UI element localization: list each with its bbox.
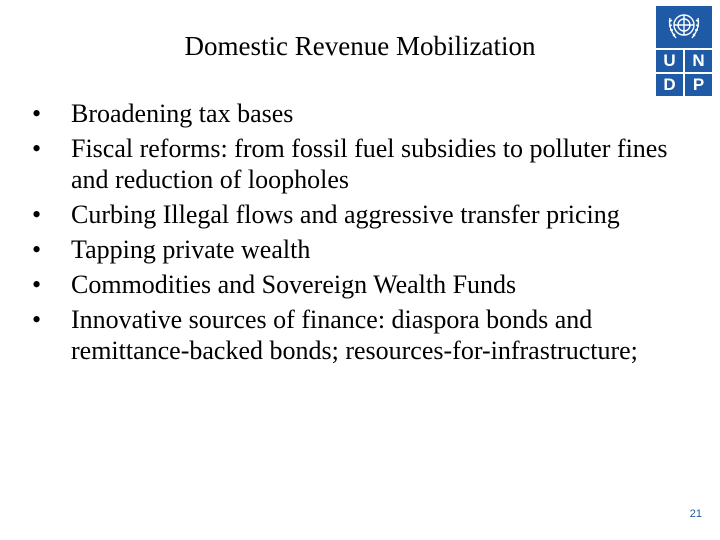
bullet-list bbox=[30, 98, 670, 370]
bullet-item bbox=[30, 304, 670, 366]
bullet-icon: • bbox=[32, 270, 42, 299]
undp-letters bbox=[656, 50, 712, 96]
bullet-item bbox=[30, 269, 670, 300]
bullet-text: Innovative sources of finance: diaspora bonds and remittance-backed bonds; resources-for-infrastructure; bbox=[71, 305, 638, 365]
bullet-item bbox=[30, 234, 670, 265]
bullet-item bbox=[30, 199, 670, 230]
bullet-text: Broadening tax bases bbox=[71, 99, 294, 128]
bullet-text: Commodities and Sovereign Wealth Funds bbox=[71, 270, 517, 299]
bullet-text: Curbing Illegal flows and aggressive transfer pricing bbox=[71, 200, 620, 229]
bullet-item bbox=[30, 133, 670, 195]
logo-letter: U bbox=[656, 50, 683, 72]
bullet-icon: • bbox=[32, 305, 42, 334]
bullet-text: Fiscal reforms: from fossil fuel subsidies to polluter fines and reduction of loopholes bbox=[71, 134, 668, 194]
slide-title: Domestic Revenue Mobilization bbox=[184, 31, 536, 61]
bullet-icon: • bbox=[32, 200, 42, 229]
logo-letter: D bbox=[656, 74, 683, 96]
logo-letter: P bbox=[685, 74, 712, 96]
bullet-text: Tapping private wealth bbox=[71, 235, 311, 264]
logo-letter: N bbox=[685, 50, 712, 72]
bullet-icon: • bbox=[32, 134, 42, 163]
page-number: 21 bbox=[689, 508, 702, 520]
un-emblem-icon bbox=[656, 6, 712, 48]
undp-logo bbox=[656, 6, 712, 96]
bullet-item bbox=[30, 98, 670, 129]
bullet-icon: • bbox=[32, 99, 42, 128]
bullet-icon: • bbox=[32, 235, 42, 264]
